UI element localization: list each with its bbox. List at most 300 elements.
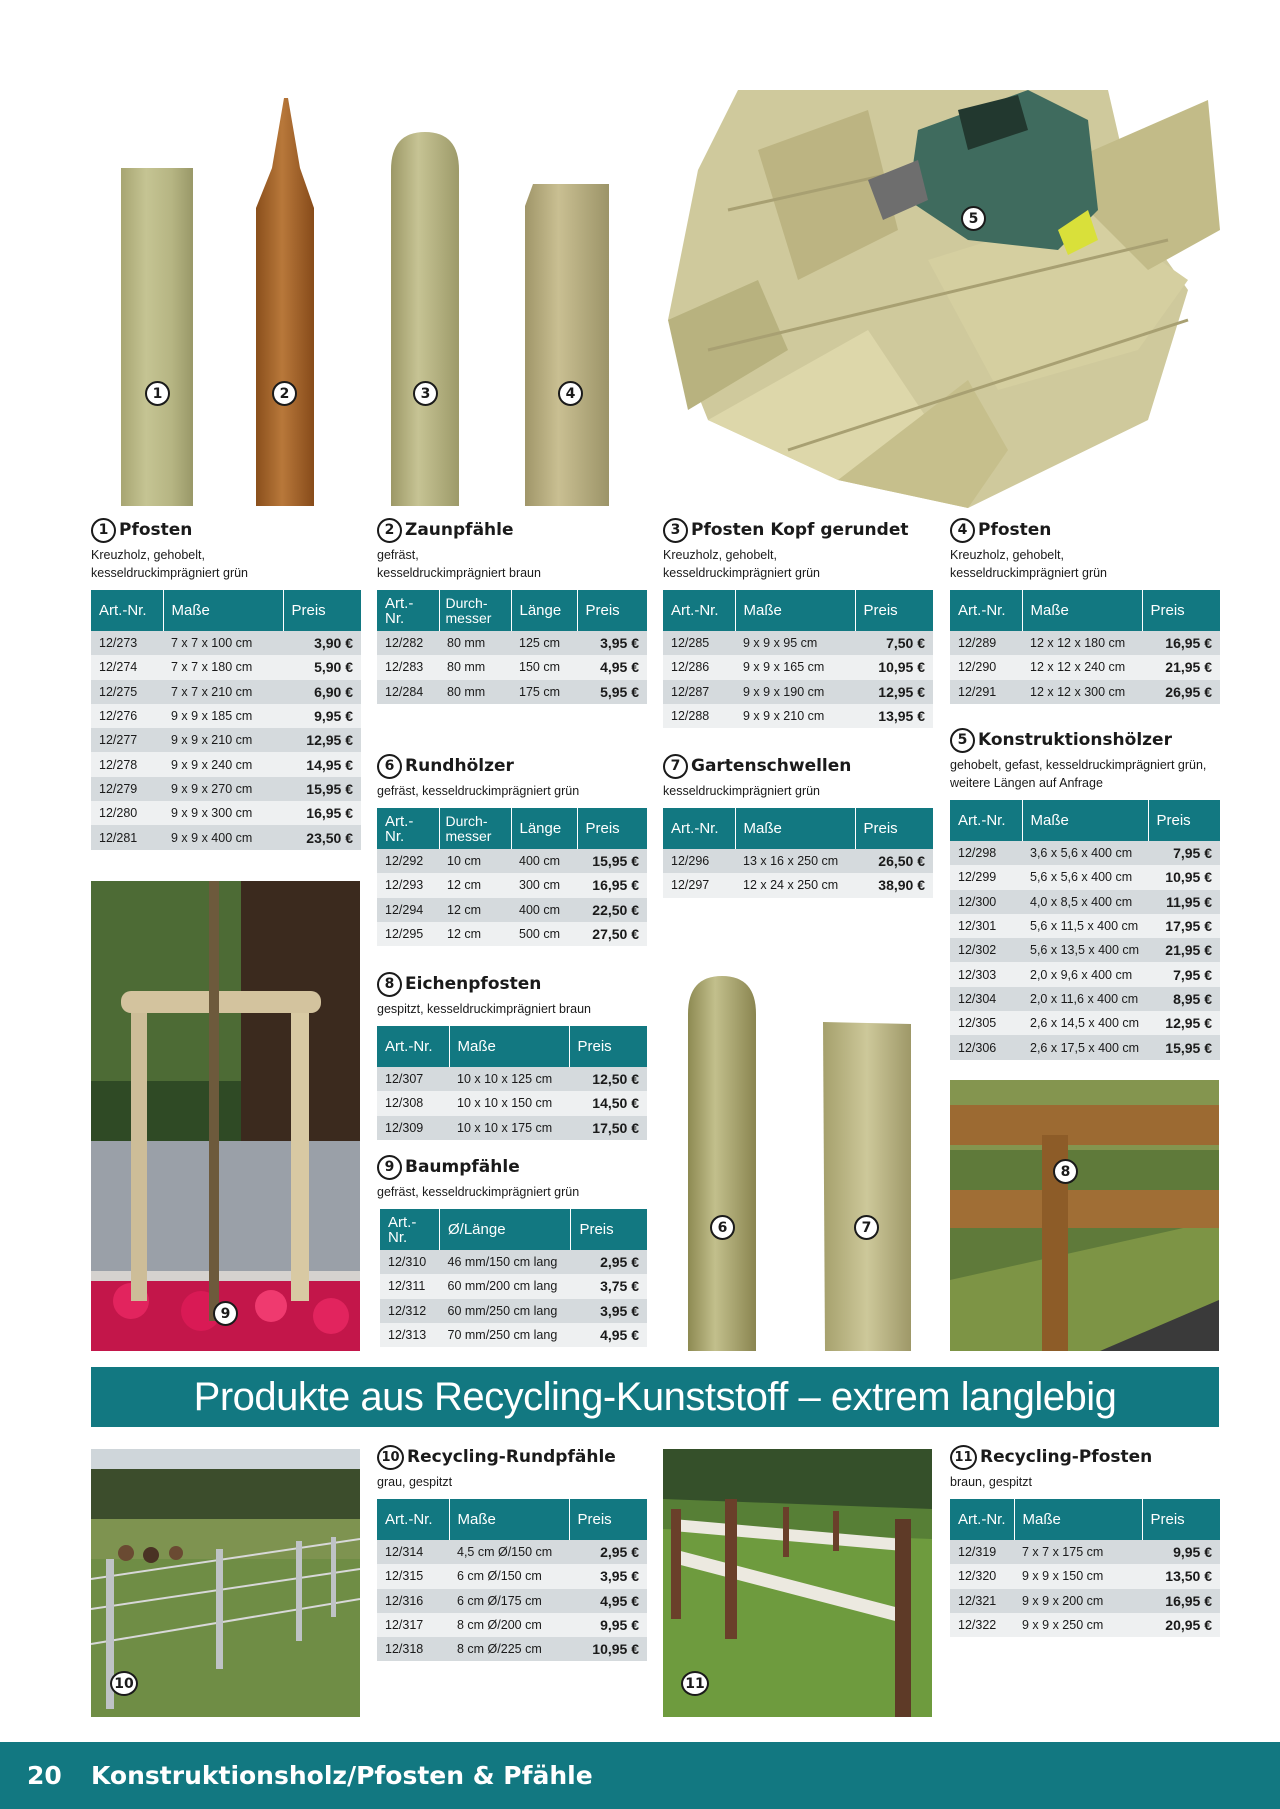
marker-6: 6 bbox=[710, 1215, 735, 1240]
table-row bbox=[663, 680, 933, 704]
table-row bbox=[377, 1091, 647, 1115]
price-table bbox=[950, 590, 1220, 704]
spec-cell: 9 x 9 x 250 cm bbox=[1014, 1613, 1142, 1637]
spec-cell: 400 cm bbox=[511, 849, 577, 873]
spec-cell: 4,0 x 8,5 x 400 cm bbox=[1022, 890, 1148, 914]
spec-cell: 5,6 x 13,5 x 400 cm bbox=[1022, 938, 1148, 962]
table-row bbox=[377, 1067, 647, 1091]
spec-cell: 7 x 7 x 100 cm bbox=[163, 631, 283, 655]
article-number-cell: 12/278 bbox=[91, 752, 163, 776]
column-header: Art.-Nr. bbox=[950, 590, 1022, 631]
price-table bbox=[663, 590, 933, 728]
post-4-image bbox=[523, 182, 611, 508]
round-timber-image bbox=[686, 974, 758, 1351]
table-row bbox=[950, 1011, 1220, 1035]
column-header: Preis bbox=[569, 1499, 647, 1540]
table-row bbox=[950, 841, 1220, 865]
spec-cell: 9 x 9 x 400 cm bbox=[163, 825, 283, 849]
column-header: Durch- messer bbox=[439, 808, 511, 849]
spec-cell: 12 x 12 x 240 cm bbox=[1022, 655, 1142, 679]
table-row bbox=[377, 873, 647, 897]
table-row bbox=[950, 938, 1220, 962]
product-description: gehobelt, gefast, kesseldruckimprägniert grün, weitere Längen auf Anfrage bbox=[950, 758, 1207, 790]
spec-cell: 10 cm bbox=[439, 849, 511, 873]
spec-cell: 8 cm Ø/200 cm bbox=[449, 1613, 569, 1637]
price-cell: 27,50 € bbox=[577, 922, 647, 946]
marker-9: 9 bbox=[213, 1301, 238, 1326]
article-number-cell: 12/309 bbox=[377, 1116, 449, 1140]
spec-cell: 12 x 12 x 300 cm bbox=[1022, 680, 1142, 704]
column-header: Maße bbox=[735, 808, 855, 849]
table-row bbox=[91, 704, 361, 728]
marker-5: 5 bbox=[961, 206, 986, 231]
column-header: Art.-Nr. bbox=[377, 590, 439, 631]
price-cell: 20,95 € bbox=[1142, 1613, 1220, 1637]
price-table bbox=[377, 1499, 647, 1661]
product-title: Zaunpfähle bbox=[405, 520, 514, 540]
product-title: Gartenschwellen bbox=[691, 756, 852, 776]
column-header: Preis bbox=[571, 1209, 647, 1250]
price-cell: 9,95 € bbox=[283, 704, 361, 728]
product-title: Pfosten bbox=[119, 520, 193, 540]
table-row bbox=[377, 922, 647, 946]
column-header: Art.-Nr. bbox=[380, 1209, 440, 1250]
column-header: Preis bbox=[577, 590, 647, 631]
spec-cell: 70 mm/250 cm lang bbox=[440, 1323, 571, 1347]
article-number-cell: 12/284 bbox=[377, 680, 439, 704]
price-cell: 12,95 € bbox=[1148, 1011, 1220, 1035]
product-description: grau, gespitzt bbox=[377, 1475, 453, 1489]
spec-cell: 9 x 9 x 210 cm bbox=[735, 704, 855, 728]
column-header: Preis bbox=[855, 808, 933, 849]
marker-1: 1 bbox=[145, 381, 170, 406]
article-number-cell: 12/294 bbox=[377, 898, 439, 922]
price-table bbox=[91, 590, 361, 850]
product-number: 3 bbox=[663, 518, 688, 543]
table-row bbox=[380, 1274, 647, 1298]
spec-cell: 6 cm Ø/150 cm bbox=[449, 1564, 569, 1588]
spec-cell: 8 cm Ø/225 cm bbox=[449, 1637, 569, 1661]
product-11-recycling-pfosten bbox=[950, 1443, 1220, 1637]
marker-2: 2 bbox=[272, 381, 297, 406]
product-8-eichenpfosten bbox=[377, 970, 647, 1140]
spec-cell: 2,0 x 11,6 x 400 cm bbox=[1022, 987, 1148, 1011]
marker-8: 8 bbox=[1053, 1159, 1078, 1184]
table-row bbox=[663, 631, 933, 655]
table-row bbox=[950, 987, 1220, 1011]
product-number: 9 bbox=[377, 1155, 402, 1180]
column-header: Maße bbox=[449, 1026, 569, 1067]
product-number: 2 bbox=[377, 518, 402, 543]
price-cell: 21,95 € bbox=[1142, 655, 1220, 679]
article-number-cell: 12/280 bbox=[91, 801, 163, 825]
column-header: Preis bbox=[569, 1026, 647, 1067]
spec-cell: 12 x 24 x 250 cm bbox=[735, 873, 855, 897]
price-cell: 2,95 € bbox=[571, 1250, 647, 1274]
price-table bbox=[377, 1026, 647, 1140]
price-cell: 22,50 € bbox=[577, 898, 647, 922]
price-cell: 11,95 € bbox=[1148, 890, 1220, 914]
table-row bbox=[663, 873, 933, 897]
column-header: Preis bbox=[577, 808, 647, 849]
table-row bbox=[380, 1299, 647, 1323]
spec-cell: 9 x 9 x 95 cm bbox=[735, 631, 855, 655]
spec-cell: 46 mm/150 cm lang bbox=[440, 1250, 571, 1274]
spec-cell: 5,6 x 5,6 x 400 cm bbox=[1022, 865, 1148, 889]
spec-cell: 9 x 9 x 300 cm bbox=[163, 801, 283, 825]
price-cell: 16,95 € bbox=[577, 873, 647, 897]
article-number-cell: 12/295 bbox=[377, 922, 439, 946]
table-row bbox=[950, 1613, 1220, 1637]
column-header: Preis bbox=[855, 590, 933, 631]
price-table bbox=[950, 1499, 1220, 1637]
price-cell: 10,95 € bbox=[1148, 865, 1220, 889]
post-1-image bbox=[121, 168, 193, 506]
spec-cell: 12 cm bbox=[439, 922, 511, 946]
spec-cell: 80 mm bbox=[439, 680, 511, 704]
recycling-banner: Produkte aus Recycling-Kunststoff – extrem langlebig bbox=[91, 1367, 1219, 1427]
price-cell: 6,90 € bbox=[283, 680, 361, 704]
table-row bbox=[91, 777, 361, 801]
spec-cell: 10 x 10 x 175 cm bbox=[449, 1116, 569, 1140]
article-number-cell: 12/275 bbox=[91, 680, 163, 704]
article-number-cell: 12/319 bbox=[950, 1540, 1014, 1564]
price-cell: 14,95 € bbox=[283, 752, 361, 776]
product-description: gefräst, kesseldruckimprägniert grün bbox=[377, 784, 580, 798]
column-header: Art.-Nr. bbox=[377, 808, 439, 849]
price-cell: 4,95 € bbox=[571, 1323, 647, 1347]
spec-cell: 9 x 9 x 240 cm bbox=[163, 752, 283, 776]
product-title: Rundhölzer bbox=[405, 756, 514, 776]
article-number-cell: 12/281 bbox=[91, 825, 163, 849]
product-description: Kreuzholz, gehobelt, kesseldruckimprägniert grün bbox=[663, 548, 821, 580]
price-cell: 17,95 € bbox=[1148, 914, 1220, 938]
spec-cell: 125 cm bbox=[511, 631, 577, 655]
product-description: Kreuzholz, gehobelt, kesseldruckimprägniert grün bbox=[91, 548, 249, 580]
price-cell: 3,90 € bbox=[283, 631, 361, 655]
price-cell: 15,95 € bbox=[577, 849, 647, 873]
spec-cell: 150 cm bbox=[511, 655, 577, 679]
product-5-konstruktionshoelzer bbox=[950, 726, 1220, 1060]
table-row bbox=[950, 1564, 1220, 1588]
price-cell: 4,95 € bbox=[569, 1589, 647, 1613]
product-description: gefräst, kesseldruckimprägniert grün bbox=[377, 1185, 580, 1199]
article-number-cell: 12/305 bbox=[950, 1011, 1022, 1035]
spec-cell: 7 x 7 x 180 cm bbox=[163, 655, 283, 679]
article-number-cell: 12/321 bbox=[950, 1589, 1014, 1613]
price-cell: 21,95 € bbox=[1148, 938, 1220, 962]
price-cell: 23,50 € bbox=[283, 825, 361, 849]
column-header: Preis bbox=[1148, 800, 1220, 841]
article-number-cell: 12/312 bbox=[380, 1299, 440, 1323]
spec-cell: 9 x 9 x 270 cm bbox=[163, 777, 283, 801]
price-cell: 12,95 € bbox=[855, 680, 933, 704]
article-number-cell: 12/287 bbox=[663, 680, 735, 704]
article-number-cell: 12/298 bbox=[950, 841, 1022, 865]
price-cell: 9,95 € bbox=[1142, 1540, 1220, 1564]
column-header: Art.-Nr. bbox=[91, 590, 163, 631]
article-number-cell: 12/273 bbox=[91, 631, 163, 655]
spec-cell: 2,0 x 9,6 x 400 cm bbox=[1022, 962, 1148, 986]
price-cell: 4,95 € bbox=[577, 655, 647, 679]
price-cell: 26,95 € bbox=[1142, 680, 1220, 704]
price-cell: 3,75 € bbox=[571, 1274, 647, 1298]
article-number-cell: 12/308 bbox=[377, 1091, 449, 1115]
page-number: 20 bbox=[27, 1761, 62, 1790]
article-number-cell: 12/293 bbox=[377, 873, 439, 897]
price-cell: 12,95 € bbox=[283, 728, 361, 752]
product-9-baumpfaehle bbox=[377, 1153, 647, 1347]
article-number-cell: 12/314 bbox=[377, 1540, 449, 1564]
table-row bbox=[663, 849, 933, 873]
article-number-cell: 12/288 bbox=[663, 704, 735, 728]
product-description: braun, gespitzt bbox=[950, 1475, 1032, 1489]
spec-cell: 60 mm/250 cm lang bbox=[440, 1299, 571, 1323]
product-title: Recycling-Rundpfähle bbox=[407, 1447, 616, 1467]
table-row bbox=[377, 849, 647, 873]
article-number-cell: 12/285 bbox=[663, 631, 735, 655]
spec-cell: 12 cm bbox=[439, 898, 511, 922]
article-number-cell: 12/279 bbox=[91, 777, 163, 801]
product-title: Konstruktionshölzer bbox=[978, 730, 1172, 750]
article-number-cell: 12/307 bbox=[377, 1067, 449, 1091]
table-row bbox=[91, 801, 361, 825]
table-row bbox=[377, 680, 647, 704]
column-header: Art.-Nr. bbox=[377, 1026, 449, 1067]
table-row bbox=[663, 655, 933, 679]
product-description: gefräst, kesseldruckimprägniert braun bbox=[377, 548, 541, 580]
table-row bbox=[377, 1613, 647, 1637]
article-number-cell: 12/282 bbox=[377, 631, 439, 655]
price-cell: 8,95 € bbox=[1148, 987, 1220, 1011]
table-row bbox=[377, 655, 647, 679]
article-number-cell: 12/297 bbox=[663, 873, 735, 897]
table-row bbox=[950, 680, 1220, 704]
table-row bbox=[950, 865, 1220, 889]
price-cell: 16,95 € bbox=[283, 801, 361, 825]
article-number-cell: 12/290 bbox=[950, 655, 1022, 679]
column-header: Art.-Nr. bbox=[377, 1499, 449, 1540]
product-6-rundhoelzer bbox=[377, 752, 647, 946]
product-10-recycling-rundpfaehle bbox=[377, 1443, 647, 1661]
article-number-cell: 12/303 bbox=[950, 962, 1022, 986]
spec-cell: 12 cm bbox=[439, 873, 511, 897]
column-header: Maße bbox=[449, 1499, 569, 1540]
spec-cell: 2,6 x 17,5 x 400 cm bbox=[1022, 1035, 1148, 1059]
column-header: Art.-Nr. bbox=[663, 590, 735, 631]
price-cell: 15,95 € bbox=[1148, 1035, 1220, 1059]
article-number-cell: 12/299 bbox=[950, 865, 1022, 889]
column-header: Art.-Nr. bbox=[663, 808, 735, 849]
product-title: Pfosten Kopf gerundet bbox=[691, 520, 909, 540]
spec-cell: 9 x 9 x 190 cm bbox=[735, 680, 855, 704]
product-3-pfosten-kopf-gerundet bbox=[663, 516, 933, 728]
table-row bbox=[380, 1250, 647, 1274]
article-number-cell: 12/318 bbox=[377, 1637, 449, 1661]
article-number-cell: 12/277 bbox=[91, 728, 163, 752]
price-table bbox=[380, 1209, 647, 1347]
page-footer bbox=[0, 1742, 1280, 1809]
price-cell: 9,95 € bbox=[569, 1613, 647, 1637]
article-number-cell: 12/283 bbox=[377, 655, 439, 679]
spec-cell: 4,5 cm Ø/150 cm bbox=[449, 1540, 569, 1564]
column-header: Art.-Nr. bbox=[950, 1499, 1014, 1540]
spec-cell: 2,6 x 14,5 x 400 cm bbox=[1022, 1011, 1148, 1035]
table-row bbox=[91, 728, 361, 752]
spec-cell: 9 x 9 x 165 cm bbox=[735, 655, 855, 679]
spec-cell: 12 x 12 x 180 cm bbox=[1022, 631, 1142, 655]
spec-cell: 6 cm Ø/175 cm bbox=[449, 1589, 569, 1613]
spec-cell: 60 mm/200 cm lang bbox=[440, 1274, 571, 1298]
marker-11: 11 bbox=[681, 1671, 709, 1696]
table-row bbox=[950, 1540, 1220, 1564]
product-1-pfosten bbox=[91, 516, 361, 850]
spec-cell: 9 x 9 x 200 cm bbox=[1014, 1589, 1142, 1613]
spec-cell: 175 cm bbox=[511, 680, 577, 704]
table-row bbox=[91, 752, 361, 776]
table-row bbox=[950, 631, 1220, 655]
table-row bbox=[377, 898, 647, 922]
column-header: Preis bbox=[1142, 590, 1220, 631]
product-title: Eichenpfosten bbox=[405, 974, 542, 994]
table-row bbox=[950, 1035, 1220, 1059]
article-number-cell: 12/286 bbox=[663, 655, 735, 679]
product-number: 4 bbox=[950, 518, 975, 543]
price-cell: 7,95 € bbox=[1148, 962, 1220, 986]
price-cell: 5,90 € bbox=[283, 655, 361, 679]
spec-cell: 5,6 x 11,5 x 400 cm bbox=[1022, 914, 1148, 938]
article-number-cell: 12/317 bbox=[377, 1613, 449, 1637]
table-row bbox=[377, 1540, 647, 1564]
construction-timber-image bbox=[668, 90, 1220, 508]
spec-cell: 13 x 16 x 250 cm bbox=[735, 849, 855, 873]
table-row bbox=[950, 1589, 1220, 1613]
spec-cell: 400 cm bbox=[511, 898, 577, 922]
column-header: Maße bbox=[1014, 1499, 1142, 1540]
article-number-cell: 12/292 bbox=[377, 849, 439, 873]
price-cell: 12,50 € bbox=[569, 1067, 647, 1091]
spec-cell: 80 mm bbox=[439, 655, 511, 679]
table-row bbox=[950, 655, 1220, 679]
column-header: Maße bbox=[1022, 590, 1142, 631]
price-cell: 3,95 € bbox=[571, 1299, 647, 1323]
column-header: Preis bbox=[1142, 1499, 1220, 1540]
table-row bbox=[380, 1323, 647, 1347]
oak-post-fence-image bbox=[950, 1080, 1219, 1351]
column-header: Maße bbox=[1022, 800, 1148, 841]
column-header: Maße bbox=[735, 590, 855, 631]
product-number: 1 bbox=[91, 518, 116, 543]
product-number: 8 bbox=[377, 972, 402, 997]
article-number-cell: 12/302 bbox=[950, 938, 1022, 962]
article-number-cell: 12/304 bbox=[950, 987, 1022, 1011]
article-number-cell: 12/300 bbox=[950, 890, 1022, 914]
column-header: Länge bbox=[511, 590, 577, 631]
table-row bbox=[377, 631, 647, 655]
marker-10: 10 bbox=[110, 1671, 138, 1696]
post-2-image bbox=[254, 98, 318, 508]
price-cell: 14,50 € bbox=[569, 1091, 647, 1115]
table-row bbox=[377, 1589, 647, 1613]
price-table bbox=[377, 808, 647, 946]
section-title: Konstruktionsholz/Pfosten & Pfähle bbox=[91, 1761, 593, 1790]
table-row bbox=[377, 1564, 647, 1588]
price-cell: 3,95 € bbox=[577, 631, 647, 655]
price-cell: 16,95 € bbox=[1142, 1589, 1220, 1613]
column-header: Maße bbox=[163, 590, 283, 631]
table-row bbox=[950, 914, 1220, 938]
product-title: Pfosten bbox=[978, 520, 1052, 540]
price-cell: 13,95 € bbox=[855, 704, 933, 728]
article-number-cell: 12/274 bbox=[91, 655, 163, 679]
product-2-zaunpfaehle bbox=[377, 516, 647, 704]
price-cell: 5,95 € bbox=[577, 680, 647, 704]
article-number-cell: 12/301 bbox=[950, 914, 1022, 938]
article-number-cell: 12/320 bbox=[950, 1564, 1014, 1588]
table-row bbox=[950, 890, 1220, 914]
product-title: Baumpfähle bbox=[405, 1157, 520, 1177]
column-header: Länge bbox=[511, 808, 577, 849]
product-7-gartenschwellen bbox=[663, 752, 933, 898]
spec-cell: 9 x 9 x 185 cm bbox=[163, 704, 283, 728]
tree-stakes-image bbox=[91, 881, 360, 1351]
price-cell: 17,50 € bbox=[569, 1116, 647, 1140]
article-number-cell: 12/311 bbox=[380, 1274, 440, 1298]
price-cell: 10,95 € bbox=[569, 1637, 647, 1661]
price-cell: 3,95 € bbox=[569, 1564, 647, 1588]
price-cell: 10,95 € bbox=[855, 655, 933, 679]
garden-sleeper-image bbox=[821, 1020, 913, 1351]
price-cell: 16,95 € bbox=[1142, 631, 1220, 655]
spec-cell: 10 x 10 x 125 cm bbox=[449, 1067, 569, 1091]
spec-cell: 9 x 9 x 210 cm bbox=[163, 728, 283, 752]
product-number: 11 bbox=[950, 1445, 977, 1470]
price-cell: 7,95 € bbox=[1148, 841, 1220, 865]
product-number: 5 bbox=[950, 728, 975, 753]
spec-cell: 7 x 7 x 175 cm bbox=[1014, 1540, 1142, 1564]
article-number-cell: 12/306 bbox=[950, 1035, 1022, 1059]
price-cell: 38,90 € bbox=[855, 873, 933, 897]
column-header: Art.-Nr. bbox=[950, 800, 1022, 841]
spec-cell: 300 cm bbox=[511, 873, 577, 897]
price-cell: 26,50 € bbox=[855, 849, 933, 873]
product-description: gespitzt, kesseldruckimprägniert braun bbox=[377, 1002, 591, 1016]
article-number-cell: 12/316 bbox=[377, 1589, 449, 1613]
price-cell: 13,50 € bbox=[1142, 1564, 1220, 1588]
column-header: Preis bbox=[283, 590, 361, 631]
article-number-cell: 12/310 bbox=[380, 1250, 440, 1274]
price-table bbox=[377, 590, 647, 704]
table-row bbox=[377, 1637, 647, 1661]
marker-4: 4 bbox=[558, 381, 583, 406]
table-row bbox=[91, 680, 361, 704]
product-number: 6 bbox=[377, 754, 402, 779]
table-row bbox=[950, 962, 1220, 986]
article-number-cell: 12/291 bbox=[950, 680, 1022, 704]
article-number-cell: 12/289 bbox=[950, 631, 1022, 655]
article-number-cell: 12/313 bbox=[380, 1323, 440, 1347]
spec-cell: 500 cm bbox=[511, 922, 577, 946]
table-row bbox=[91, 825, 361, 849]
product-number: 10 bbox=[377, 1445, 404, 1470]
table-row bbox=[377, 1116, 647, 1140]
spec-cell: 10 x 10 x 150 cm bbox=[449, 1091, 569, 1115]
product-number: 7 bbox=[663, 754, 688, 779]
price-cell: 15,95 € bbox=[283, 777, 361, 801]
price-cell: 2,95 € bbox=[569, 1540, 647, 1564]
article-number-cell: 12/322 bbox=[950, 1613, 1014, 1637]
column-header: Ø/Länge bbox=[440, 1209, 571, 1250]
